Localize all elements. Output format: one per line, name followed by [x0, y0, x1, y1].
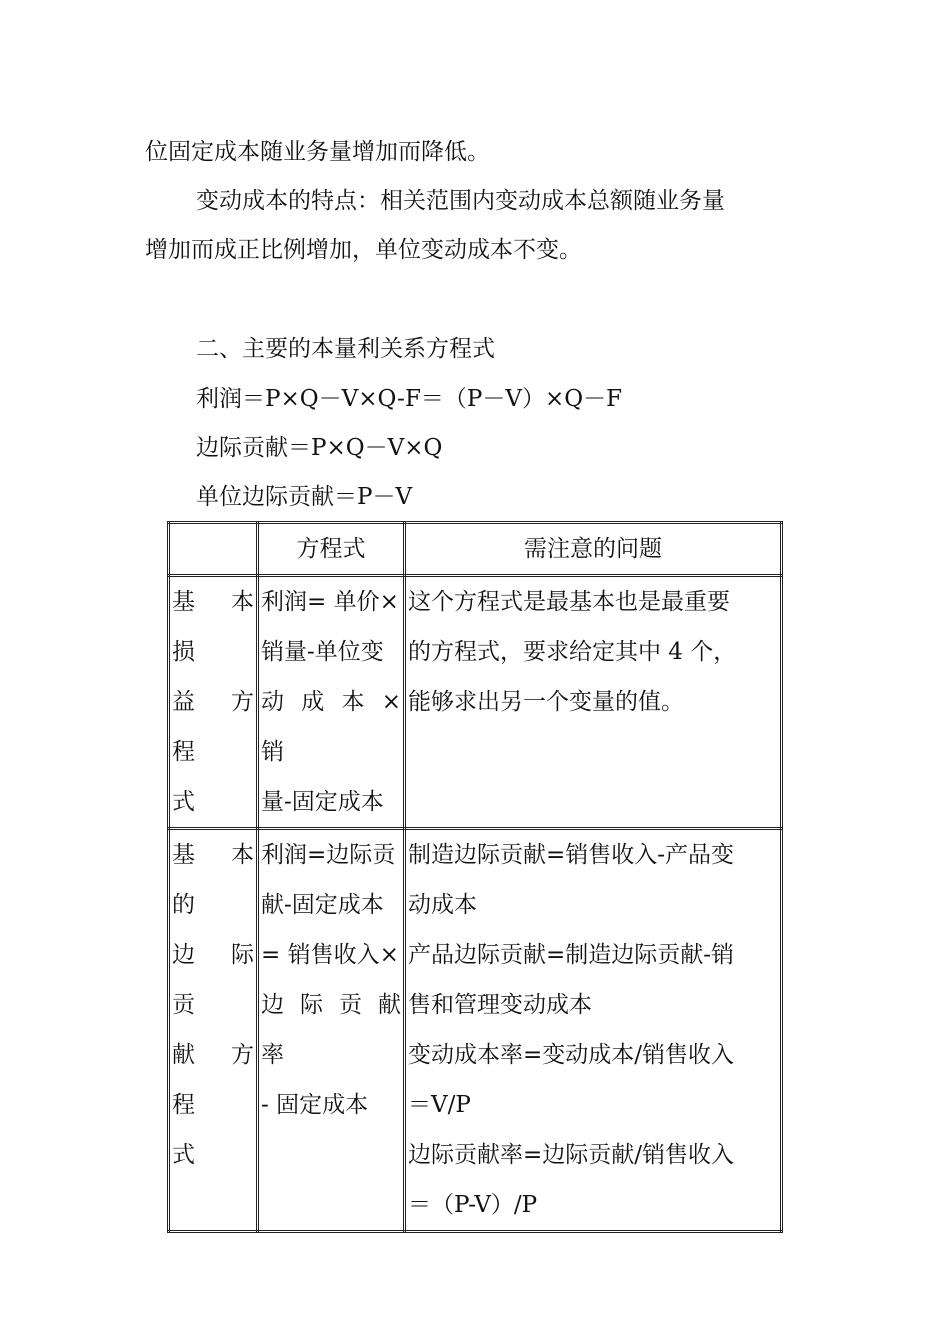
- cell-line: 献 方 程: [172, 1042, 254, 1118]
- row-name-cell: [169, 829, 258, 1232]
- cell-line: 这个方程式是最基本也是最重要: [408, 589, 730, 615]
- equation-unit-contribution-margin: 单位边际贡献＝P－V: [196, 484, 413, 510]
- table-row: [169, 829, 782, 1232]
- cell-line: 销量-单位变: [261, 639, 384, 665]
- header-cell-empty: [169, 523, 258, 576]
- cell-line: 基 本 的: [172, 842, 254, 918]
- row-notes-cell: [405, 829, 782, 1232]
- cell-line: 利润= 单价×: [261, 589, 399, 615]
- cell-line: = 销售收入×: [261, 942, 399, 968]
- cell-line: 基 本 损: [172, 589, 254, 665]
- equation-contribution-margin: 边际贡献＝P×Q－V×Q: [196, 435, 443, 461]
- paragraph-line: 位固定成本随业务量增加而降低。: [145, 139, 490, 165]
- cell-line: 变动成本率=变动成本/销售收入: [408, 1042, 735, 1068]
- cell-line: 能够求出另一个变量的值。: [408, 689, 684, 715]
- header-cell-formula: 方程式: [258, 523, 405, 576]
- cell-line: 的方程式，要求给定其中 4 个，: [408, 639, 737, 665]
- cell-line: 售和管理变动成本: [408, 992, 592, 1018]
- section-heading: 二、主要的本量利关系方程式: [196, 336, 495, 362]
- paragraph-line: 增加而成正比例增加，单位变动成本不变。: [145, 237, 582, 263]
- cell-line: 动成本: [408, 892, 477, 918]
- cell-line: 制造边际贡献=销售收入-产品变: [408, 842, 735, 868]
- cell-line: 边际贡献率=边际贡献/销售收入: [408, 1142, 735, 1168]
- cell-line: 献-固定成本: [261, 892, 384, 918]
- cell-line: 边 际 贡 献 率: [261, 992, 401, 1068]
- cell-line: 量-固定成本: [261, 789, 384, 815]
- cell-line: 利润=边际贡: [261, 842, 396, 868]
- cell-line: ＝（P-V）/P: [408, 1192, 538, 1218]
- row-formula-cell: [258, 576, 405, 829]
- table-header-row: [169, 523, 782, 576]
- equation-profit: 利润＝P×Q－V×Q-F＝（P－V）×Q－F: [196, 386, 623, 412]
- cell-line: 益 方 程: [172, 689, 254, 765]
- row-name-cell: [169, 576, 258, 829]
- cell-line: 动 成 本 × 销: [261, 689, 401, 765]
- header-cell-notes: 需注意的问题: [405, 523, 782, 576]
- table-row: [169, 576, 782, 829]
- cell-line: 产品边际贡献=制造边际贡献-销: [408, 942, 735, 968]
- cell-line: ＝V/P: [408, 1092, 471, 1118]
- row-notes-cell: [405, 576, 782, 829]
- row-formula-cell: [258, 829, 405, 1232]
- cell-line: - 固定成本: [261, 1092, 369, 1118]
- cell-line: 边 际 贡: [172, 942, 254, 1018]
- paragraph-line: 变动成本的特点：相关范围内变动成本总额随业务量: [196, 188, 725, 214]
- cell-line: 式: [172, 789, 195, 815]
- cell-line: 式: [172, 1142, 195, 1168]
- equation-table: [167, 521, 783, 1233]
